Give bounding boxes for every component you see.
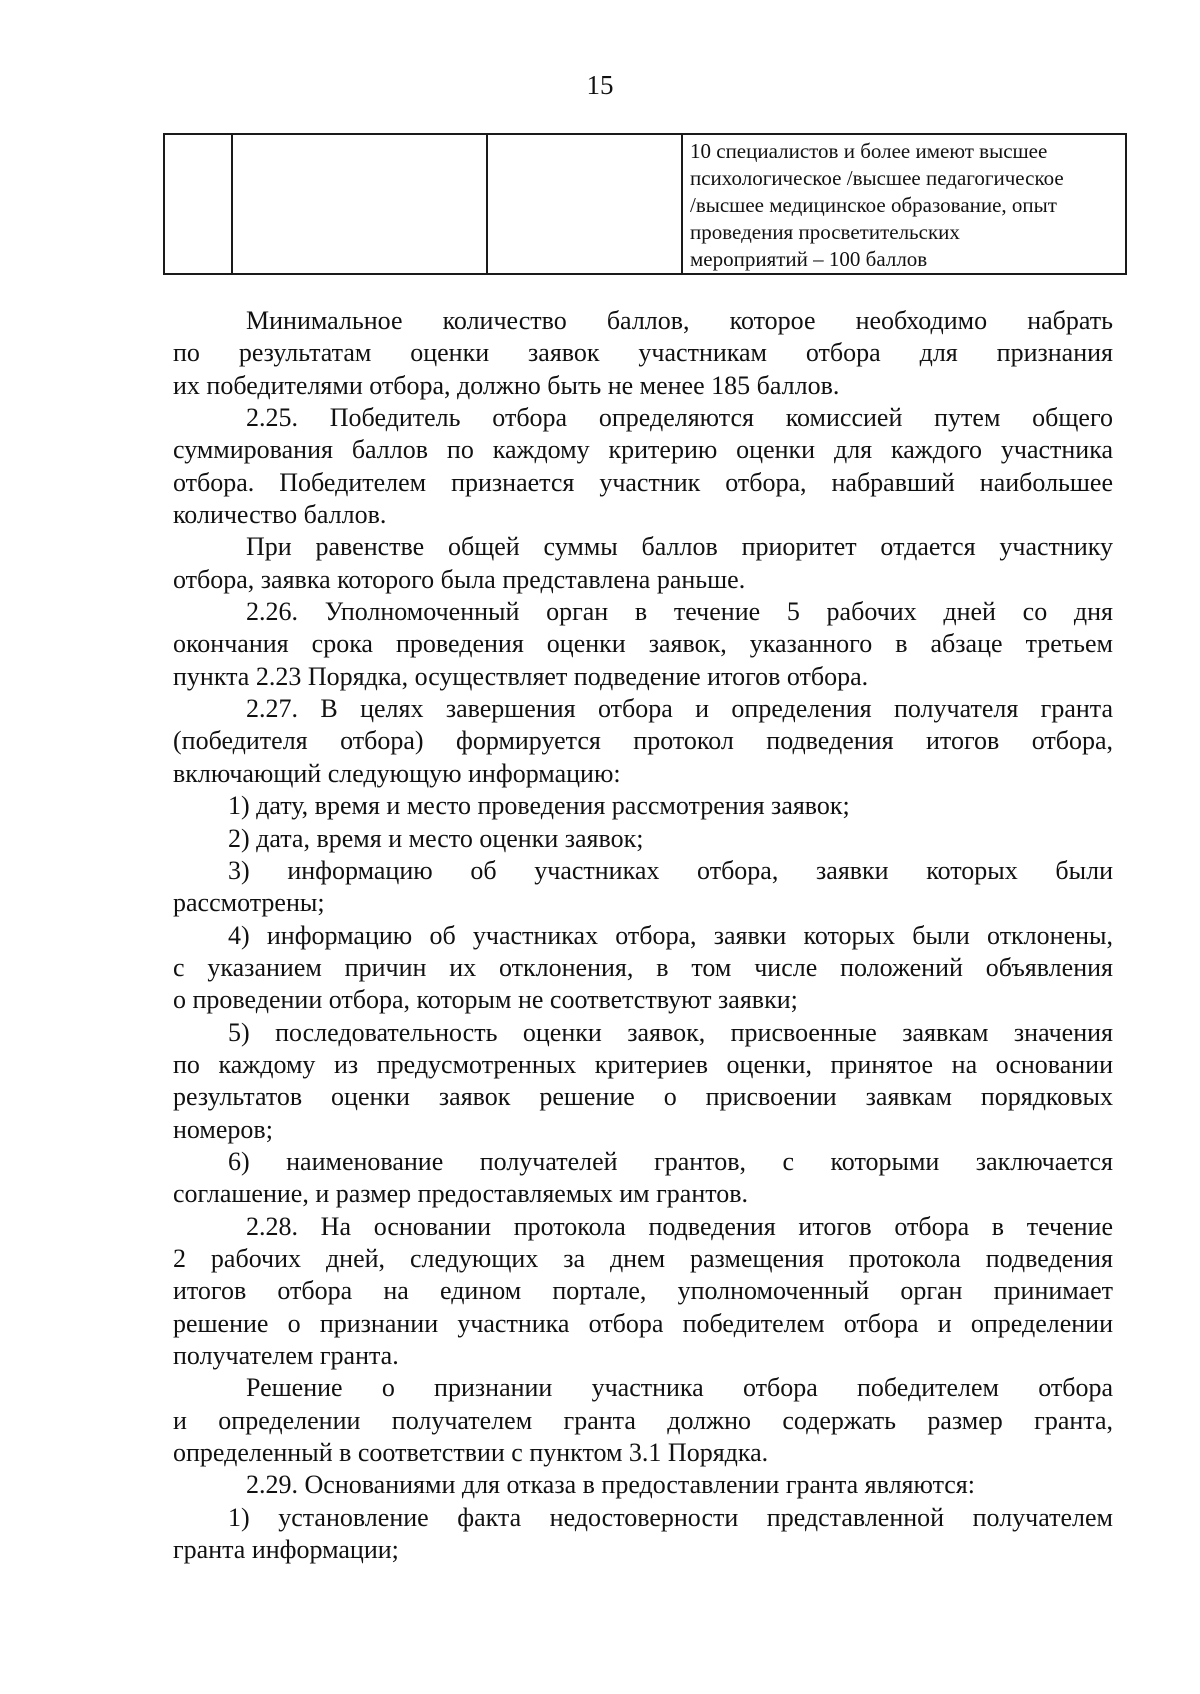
table-cell-line: проведения просветительских — [690, 220, 960, 244]
table-cell-score-description — [682, 134, 1126, 274]
text-line: включающий следующую информацию: — [173, 758, 621, 788]
text-line: о проведении отбора, которым не соответствуют заявки; — [173, 985, 798, 1015]
text-line: рассмотрены; — [173, 888, 325, 918]
text-line: 2 рабочих дней, следующих за днем размещения протокола подведения — [173, 1243, 1113, 1273]
table-cell-line: 10 специалистов и более имеют высшее — [690, 139, 1048, 163]
list-item: 3) информацию об участниках отбора, заявки которых были — [228, 855, 1113, 885]
table-cell-empty-2 — [232, 134, 487, 274]
text-line: пункта 2.23 Порядка, осуществляет подведение итогов отбора. — [173, 661, 869, 691]
text-line: количество баллов. — [173, 500, 387, 530]
text-line: Решение о признании участника отбора победителем отбора — [246, 1373, 1113, 1403]
table-row — [164, 134, 1126, 274]
text-line: суммирования баллов по каждому критерию оценки для каждого участника — [173, 435, 1113, 465]
text-line: соглашение, и размер предоставляемых им грантов. — [173, 1179, 749, 1209]
text-line: 2.28. На основании протокола подведения итогов отбора в течение — [246, 1211, 1113, 1241]
text-line: с указанием причин их отклонения, в том числе положений объявления — [173, 952, 1113, 982]
text-line: отбора, заявка которого была представлена раньше. — [173, 564, 746, 594]
text-line: номеров; — [173, 1114, 273, 1144]
list-item: 5) последовательность оценки заявок, присвоенные заявкам значения — [228, 1017, 1113, 1047]
text-line: (победителя отбора) формируется протокол подведения итогов отбора, — [173, 726, 1113, 756]
table-cell-line: психологическое /высшее педагогическое — [690, 166, 1064, 190]
text-line: итогов отбора на едином портале, уполномоченный орган принимает — [173, 1276, 1113, 1306]
text-line: 2.25. Победитель отбора определяются комиссией путем общего — [246, 403, 1113, 433]
text-line: по результатам оценки заявок участникам отбора для признания — [173, 338, 1113, 368]
text-line: по каждому из предусмотренных критериев оценки, принятое на основании — [173, 1049, 1113, 1079]
list-item: 4) информацию об участниках отбора, заявки которых были отклонены, — [228, 920, 1113, 950]
text-line: и определении получателем гранта должно содержать размер гранта, — [173, 1405, 1113, 1435]
criteria-table-fragment — [163, 133, 1127, 275]
table-cell-empty-3 — [487, 134, 682, 274]
text-line: решение о признании участника отбора победителем отбора и определении — [173, 1308, 1113, 1338]
table-cell-line: /высшее медицинское образование, опыт — [690, 193, 1057, 217]
text-line: результатов оценки заявок решение о присвоении заявкам порядковых — [173, 1082, 1113, 1112]
page-number: 15 — [586, 70, 614, 100]
text-line: отбора. Победителем признается участник отбора, набравший наибольшее — [173, 467, 1113, 497]
text-line: 2.29. Основаниями для отказа в предоставлении гранта являются: — [246, 1470, 975, 1500]
text-line: получателем гранта. — [173, 1341, 399, 1370]
text-line: Минимальное количество баллов, которое необходимо набрать — [246, 306, 1113, 335]
document-body — [173, 305, 1113, 1566]
list-item: 2) дата, время и место оценки заявок; — [228, 823, 644, 853]
text-line: При равенстве общей суммы баллов приоритет отдается участнику — [246, 532, 1113, 562]
text-line: 2.27. В целях завершения отбора и определения получателя гранта — [246, 694, 1113, 724]
text-line: окончания срока проведения оценки заявок, указанного в абзаце третьем — [173, 629, 1113, 659]
text-line: гранта информации; — [173, 1535, 399, 1565]
text-line: 2.26. Уполномоченный орган в течение 5 рабочих дней со дня — [246, 597, 1113, 627]
table-cell-line: мероприятий – 100 баллов — [690, 247, 928, 271]
text-line: определенный в соответствии с пунктом 3.1 Порядка. — [173, 1438, 769, 1468]
list-item: 1) дату, время и место проведения рассмотрения заявок; — [228, 791, 850, 821]
text-line: их победителями отбора, должно быть не менее 185 баллов. — [173, 370, 840, 400]
list-item: 1) установление факта недостоверности представленной получателем — [228, 1502, 1113, 1532]
list-item: 6) наименование получателей грантов, с которыми заключается — [228, 1146, 1113, 1176]
table-cell-empty-1 — [164, 134, 232, 274]
